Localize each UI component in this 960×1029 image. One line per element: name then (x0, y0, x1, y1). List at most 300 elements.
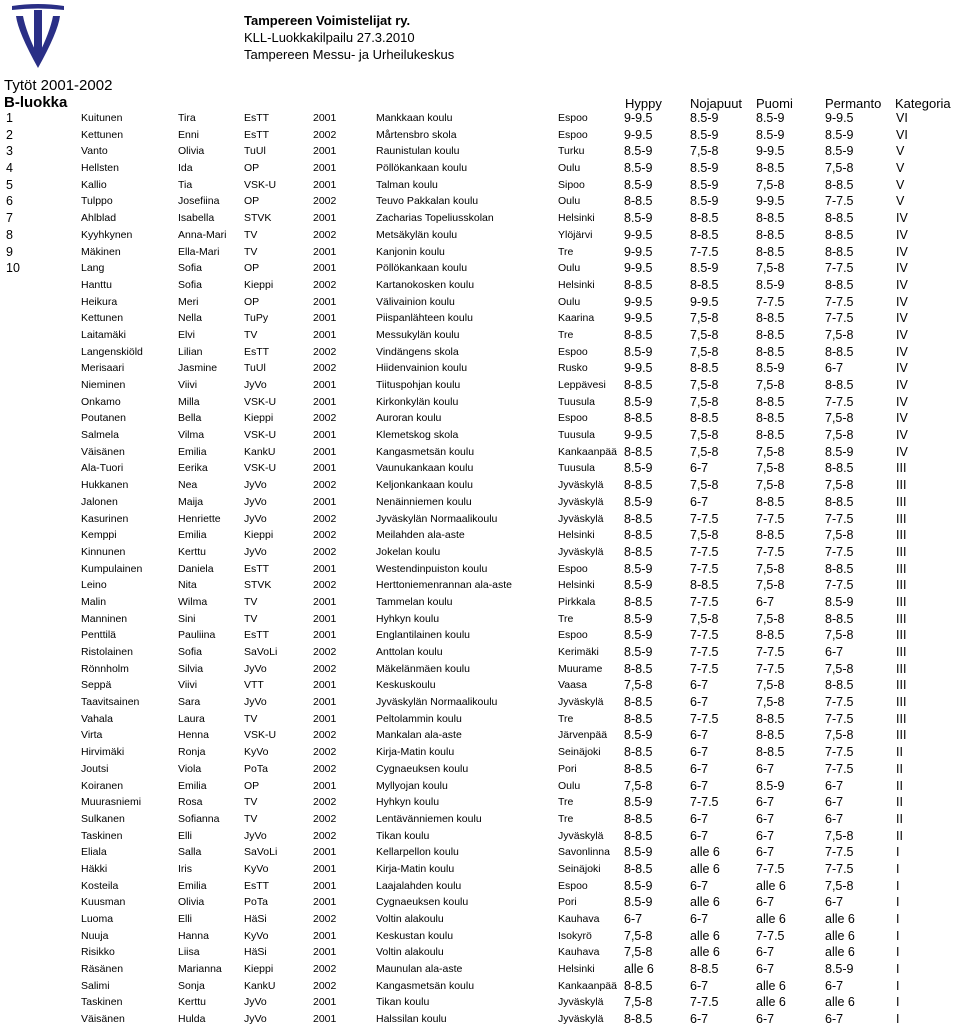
nojapuut-score-cell: 6-7 (690, 494, 709, 509)
school-cell: Hyhkyn koulu (376, 796, 440, 809)
birth-year-cell: 2001 (313, 946, 337, 959)
table-row (0, 310, 960, 327)
first-name-cell: Nea (178, 479, 198, 492)
puomi-score-cell: 6-7 (756, 845, 775, 860)
hyppy-score-cell: 7,5-8 (624, 928, 653, 943)
birth-year-cell: 2001 (313, 262, 337, 275)
hyppy-score-cell: 8.5-9 (624, 394, 653, 409)
last-name-cell: Hellsten (81, 162, 119, 175)
table-row (0, 994, 960, 1011)
puomi-score-cell: 8-8.5 (756, 428, 785, 443)
city-cell: Pirkkala (558, 595, 596, 608)
table-row (0, 961, 960, 978)
permanto-score-cell: 7-7.5 (825, 745, 854, 760)
hyppy-score-cell: 7,5-8 (624, 778, 653, 793)
club-cell: STVK (244, 212, 272, 225)
city-cell: Oulu (558, 162, 581, 175)
table-row (0, 460, 960, 477)
city-cell: Pori (558, 896, 577, 909)
first-name-cell: Anna-Mari (178, 228, 227, 241)
school-cell: Peltolammin koulu (376, 712, 462, 725)
event-name: KLL-Luokkakilpailu 27.3.2010 (244, 30, 415, 45)
table-row (0, 894, 960, 911)
birth-year-cell: 2001 (313, 562, 337, 575)
last-name-cell: Penttilä (81, 629, 117, 642)
permanto-score-cell: 7-7.5 (825, 394, 854, 409)
puomi-score-cell: 9-9.5 (756, 194, 785, 209)
school-cell: Kirkonkylän koulu (376, 395, 459, 408)
nojapuut-score-cell: 8-8.5 (690, 578, 719, 593)
puomi-score-cell: 7-7.5 (756, 294, 785, 309)
birth-year-cell: 2002 (313, 345, 337, 358)
permanto-score-cell: 7-7.5 (825, 578, 854, 593)
club-cell: JyVo (244, 1013, 267, 1026)
school-cell: Pöllökankaan koulu (376, 262, 468, 275)
birth-year-cell: 2001 (313, 145, 337, 158)
hyppy-score-cell: 8-8.5 (624, 695, 653, 710)
category-cell: III (896, 561, 907, 576)
school-cell: Kartanokosken koulu (376, 278, 475, 291)
city-cell: Tre (558, 796, 574, 809)
city-cell: Espoo (558, 345, 588, 358)
permanto-score-cell: 7,5-8 (825, 878, 854, 893)
puomi-score-cell: 8-8.5 (756, 728, 785, 743)
col-header-permanto: Permanto (825, 96, 882, 111)
puomi-score-cell: 8-8.5 (756, 494, 785, 509)
category-cell: I (896, 861, 900, 876)
nojapuut-score-cell: 8-8.5 (690, 962, 719, 977)
permanto-score-cell: 6-7 (825, 361, 844, 376)
birth-year-cell: 2002 (313, 662, 337, 675)
school-cell: Kangasmetsän koulu (376, 445, 475, 458)
hyppy-score-cell: 8-8.5 (624, 978, 653, 993)
club-cell: TV (244, 245, 258, 258)
table-row (0, 627, 960, 644)
city-cell: Jyväskylä (558, 495, 604, 508)
club-cell: HäSi (244, 946, 267, 959)
first-name-cell: Bella (178, 412, 202, 425)
puomi-score-cell: 8.5-9 (756, 127, 785, 142)
nojapuut-score-cell: 7-7.5 (690, 628, 719, 643)
category-cell: II (896, 795, 903, 810)
puomi-score-cell: 8-8.5 (756, 528, 785, 543)
puomi-score-cell: 8.5-9 (756, 111, 785, 125)
category-cell: IV (896, 244, 908, 259)
category-cell: I (896, 912, 900, 926)
last-name-cell: Kyyhkynen (81, 228, 133, 241)
birth-year-cell: 2001 (313, 896, 337, 909)
puomi-score-cell: 7,5-8 (756, 478, 785, 493)
school-cell: Messukylän koulu (376, 328, 460, 341)
club-cell: JyVo (244, 696, 267, 709)
category-cell: I (896, 995, 900, 1010)
puomi-score-cell: 7-7.5 (756, 511, 785, 526)
hyppy-score-cell: 8.5-9 (624, 878, 653, 893)
permanto-score-cell: 6-7 (825, 895, 844, 910)
hyppy-score-cell: 8-8.5 (624, 861, 653, 876)
category-cell: IV (896, 211, 908, 226)
first-name-cell: Emilia (178, 529, 207, 542)
birth-year-cell: 2002 (313, 913, 337, 925)
school-cell: Jyväskylän Normaalikoulu (376, 696, 498, 709)
club-cell: TV (244, 796, 258, 809)
nojapuut-score-cell: 6-7 (690, 678, 709, 693)
hyppy-score-cell: 8-8.5 (624, 327, 653, 342)
rank-cell: 2 (6, 127, 13, 142)
permanto-score-cell: 6-7 (825, 778, 844, 793)
permanto-score-cell: 8-8.5 (825, 678, 854, 693)
club-cell: PoTa (244, 896, 268, 909)
nojapuut-score-cell: alle 6 (690, 861, 720, 876)
last-name-cell: Poutanen (81, 412, 126, 425)
first-name-cell: Josefiina (178, 195, 220, 208)
first-name-cell: Meri (178, 295, 199, 308)
permanto-score-cell: 6-7 (825, 645, 844, 659)
nojapuut-score-cell: alle 6 (690, 895, 720, 910)
rank-cell: 10 (6, 261, 20, 276)
first-name-cell: Henna (178, 729, 209, 742)
puomi-score-cell: 8.5-9 (756, 277, 785, 292)
last-name-cell: Kuusman (81, 896, 126, 909)
city-cell: Espoo (558, 112, 588, 124)
last-name-cell: Jalonen (81, 495, 118, 508)
club-cell: TV (244, 328, 258, 341)
nojapuut-score-cell: 7,5-8 (690, 311, 719, 326)
permanto-score-cell: 7,5-8 (825, 161, 854, 176)
school-cell: Keskuskoulu (376, 679, 436, 692)
first-name-cell: Jasmine (178, 362, 218, 375)
category-cell: III (896, 661, 907, 676)
first-name-cell: Viivi (178, 679, 198, 692)
hyppy-score-cell: 8.5-9 (624, 895, 653, 910)
permanto-score-cell: 6-7 (825, 978, 844, 993)
table-row (0, 944, 960, 961)
first-name-cell: Emilia (178, 879, 207, 892)
birth-year-cell: 2001 (313, 379, 337, 391)
hyppy-score-cell: 8-8.5 (624, 594, 653, 609)
school-cell: Tammelan koulu (376, 595, 453, 608)
city-cell: Kerimäki (558, 646, 599, 658)
permanto-score-cell: 8.5-9 (825, 444, 854, 459)
last-name-cell: Hukkanen (81, 479, 129, 492)
nojapuut-score-cell: alle 6 (690, 845, 720, 860)
first-name-cell: Nita (178, 579, 197, 592)
table-row (0, 727, 960, 744)
city-cell: Oulu (558, 295, 581, 308)
permanto-score-cell: 7,5-8 (825, 828, 854, 843)
club-cell: HäSi (244, 913, 267, 925)
puomi-score-cell: 8.5-9 (756, 361, 785, 376)
puomi-score-cell: alle 6 (756, 878, 786, 893)
city-cell: Pori (558, 762, 577, 775)
city-cell: Espoo (558, 629, 588, 642)
category-cell: II (896, 761, 903, 776)
category-cell: I (896, 962, 900, 977)
permanto-score-cell: 7-7.5 (825, 294, 854, 309)
hyppy-score-cell: 8.5-9 (624, 728, 653, 743)
club-cell: KankU (244, 445, 276, 458)
col-header-nojapuut: Nojapuut (690, 96, 743, 111)
hyppy-score-cell: 8.5-9 (624, 645, 653, 659)
first-name-cell: Kerttu (178, 996, 207, 1009)
city-cell: Kankaanpää (558, 445, 617, 458)
first-name-cell: Emilia (178, 779, 207, 792)
last-name-cell: Kallio (81, 178, 107, 191)
table-row (0, 177, 960, 194)
table-row (0, 594, 960, 611)
birth-year-cell: 2001 (313, 395, 337, 408)
table-row (0, 127, 960, 144)
puomi-score-cell: 8-8.5 (756, 327, 785, 342)
permanto-score-cell: 7,5-8 (825, 728, 854, 743)
table-row (0, 360, 960, 377)
city-cell: Kauhava (558, 913, 600, 925)
school-cell: Cygnaeuksen koulu (376, 762, 469, 775)
table-row (0, 761, 960, 778)
table-row (0, 878, 960, 895)
club-cell: TV (244, 712, 258, 725)
city-cell: Kauhava (558, 946, 600, 959)
nojapuut-score-cell: 7,5-8 (690, 611, 719, 626)
city-cell: Tre (558, 612, 574, 625)
puomi-score-cell: 7,5-8 (756, 444, 785, 459)
club-cell: Kieppi (244, 963, 274, 976)
club-cell: TV (244, 228, 258, 241)
club-cell: Kieppi (244, 529, 274, 542)
last-name-cell: Heikura (81, 295, 118, 308)
city-cell: Tre (558, 812, 574, 825)
birth-year-cell: 2001 (313, 862, 337, 875)
hyppy-score-cell: 9-9.5 (624, 227, 653, 242)
table-row (0, 561, 960, 578)
school-cell: Lentävänniemen koulu (376, 812, 482, 825)
first-name-cell: Silvia (178, 662, 204, 675)
puomi-score-cell: 8-8.5 (756, 711, 785, 726)
hyppy-score-cell: 8-8.5 (624, 745, 653, 760)
puomi-score-cell: 7,5-8 (756, 378, 785, 392)
first-name-cell: Sara (178, 696, 201, 709)
birth-year-cell: 2001 (313, 629, 337, 642)
last-name-cell: Hirvimäki (81, 746, 125, 759)
club-cell: TV (244, 612, 258, 625)
hyppy-score-cell: 8-8.5 (624, 194, 653, 209)
permanto-score-cell: alle 6 (825, 928, 855, 943)
city-cell: Kaarina (558, 312, 595, 325)
birth-year-cell: 2002 (313, 646, 337, 658)
nojapuut-score-cell: 6-7 (690, 695, 709, 710)
first-name-cell: Elli (178, 913, 193, 925)
permanto-score-cell: 8.5-9 (825, 144, 854, 159)
category-cell: I (896, 1012, 900, 1027)
birth-year-cell: 2001 (313, 595, 337, 608)
hyppy-score-cell: 8.5-9 (624, 795, 653, 810)
rank-cell: 4 (6, 161, 13, 176)
birth-year-cell: 2002 (313, 512, 337, 525)
table-row (0, 928, 960, 945)
hyppy-score-cell: 9-9.5 (624, 311, 653, 326)
school-cell: Jyväskylän Normaalikoulu (376, 512, 498, 525)
table-row (0, 527, 960, 544)
club-cell: VSK-U (244, 729, 277, 742)
puomi-score-cell: 7,5-8 (756, 695, 785, 710)
last-name-cell: Malin (81, 595, 107, 608)
first-name-cell: Sofia (178, 278, 202, 291)
first-name-cell: Sofia (178, 262, 202, 275)
category-cell: III (896, 494, 907, 509)
first-name-cell: Pauliina (178, 629, 216, 642)
first-name-cell: Emilia (178, 445, 207, 458)
school-cell: Teuvo Pakkalan koulu (376, 195, 479, 208)
nojapuut-score-cell: 6-7 (690, 828, 709, 843)
puomi-score-cell: 7,5-8 (756, 678, 785, 693)
city-cell: Leppävesi (558, 379, 606, 391)
category-cell: V (896, 144, 905, 159)
first-name-cell: Hulda (178, 1013, 206, 1026)
puomi-score-cell: alle 6 (756, 978, 786, 993)
hyppy-score-cell: 8-8.5 (624, 528, 653, 543)
last-name-cell: Mäkinen (81, 245, 121, 258)
city-cell: Oulu (558, 195, 581, 208)
category-cell: III (896, 511, 907, 526)
first-name-cell: Laura (178, 712, 205, 725)
puomi-score-cell: 6-7 (756, 795, 775, 810)
school-cell: Meilahden ala-aste (376, 529, 465, 542)
category-cell: IV (896, 394, 908, 409)
nojapuut-score-cell: 6-7 (690, 745, 709, 760)
category-cell: III (896, 728, 907, 743)
permanto-score-cell: 7-7.5 (825, 711, 854, 726)
hyppy-score-cell: 8-8.5 (624, 828, 653, 843)
category-cell: III (896, 594, 907, 609)
table-row (0, 677, 960, 694)
permanto-score-cell: 7-7.5 (825, 695, 854, 710)
hyppy-score-cell: 8-8.5 (624, 411, 653, 426)
club-cell: OP (244, 195, 260, 208)
school-cell: Jokelan koulu (376, 545, 441, 558)
puomi-score-cell: 8-8.5 (756, 227, 785, 242)
school-cell: Myllyojan koulu (376, 779, 448, 792)
last-name-cell: Väisänen (81, 1013, 125, 1026)
city-cell: Tuusula (558, 395, 595, 408)
hyppy-score-cell: 8-8.5 (624, 1012, 653, 1027)
school-cell: Kirja-Matin koulu (376, 862, 455, 875)
last-name-cell: Langenskiöld (81, 345, 143, 358)
category-cell: IV (896, 227, 908, 242)
first-name-cell: Salla (178, 846, 202, 859)
permanto-score-cell: alle 6 (825, 912, 855, 926)
rank-cell: 7 (6, 211, 13, 226)
first-name-cell: Wilma (178, 595, 208, 608)
rank-cell: 8 (6, 227, 13, 242)
birth-year-cell: 2001 (313, 162, 337, 175)
permanto-score-cell: 7-7.5 (825, 845, 854, 860)
club-cell: TuPy (244, 312, 269, 325)
permanto-score-cell: 8.5-9 (825, 962, 854, 977)
city-cell: Oulu (558, 779, 581, 792)
last-name-cell: Häkki (81, 862, 108, 875)
hyppy-score-cell: 9-9.5 (624, 111, 653, 125)
birth-year-cell: 2002 (313, 829, 337, 842)
nojapuut-score-cell: 6-7 (690, 728, 709, 743)
category-cell: V (896, 161, 905, 176)
club-cell: EsTT (244, 629, 270, 642)
city-cell: Helsinki (558, 579, 595, 592)
category-cell: I (896, 928, 900, 943)
category-cell: IV (896, 294, 908, 309)
permanto-score-cell: 7-7.5 (825, 311, 854, 326)
city-cell: Muurame (558, 662, 603, 675)
school-cell: Laajalahden koulu (376, 879, 462, 892)
category-cell: IV (896, 378, 908, 392)
school-cell: Pöllökankaan koulu (376, 162, 468, 175)
puomi-score-cell: 7,5-8 (756, 561, 785, 576)
last-name-cell: Eliala (81, 846, 107, 859)
first-name-cell: Sofia (178, 646, 202, 658)
last-name-cell: Sulkanen (81, 812, 125, 825)
first-name-cell: Tira (178, 112, 196, 124)
hyppy-score-cell: 9-9.5 (624, 361, 653, 376)
first-name-cell: Hanna (178, 929, 209, 942)
hyppy-score-cell: 8.5-9 (624, 177, 653, 192)
city-cell: Rusko (558, 362, 588, 375)
last-name-cell: Väisänen (81, 445, 125, 458)
city-cell: Espoo (558, 412, 588, 425)
nojapuut-score-cell: 7-7.5 (690, 544, 719, 559)
category-cell: III (896, 678, 907, 693)
birth-year-cell: 2002 (313, 412, 337, 425)
last-name-cell: Salmela (81, 429, 119, 442)
birth-year-cell: 2001 (313, 712, 337, 725)
table-row (0, 861, 960, 878)
category-cell: IV (896, 411, 908, 426)
birth-year-cell: 2001 (313, 245, 337, 258)
category-cell: IV (896, 277, 908, 292)
birth-year-cell: 2001 (313, 462, 337, 475)
hyppy-score-cell: 8.5-9 (624, 611, 653, 626)
table-row (0, 494, 960, 511)
first-name-cell: Ronja (178, 746, 206, 759)
birth-year-cell: 2001 (313, 846, 337, 859)
city-cell: Oulu (558, 262, 581, 275)
category-cell: V (896, 177, 905, 192)
puomi-score-cell: 8-8.5 (756, 745, 785, 760)
nojapuut-score-cell: 6-7 (690, 912, 709, 926)
birth-year-cell: 2001 (313, 328, 337, 341)
city-cell: Jyväskylä (558, 696, 604, 709)
first-name-cell: Isabella (178, 212, 215, 225)
permanto-score-cell: 8-8.5 (825, 244, 854, 259)
nojapuut-score-cell: 7-7.5 (690, 995, 719, 1010)
last-name-cell: Nuuja (81, 929, 109, 942)
city-cell: Tuusula (558, 462, 595, 475)
birth-year-cell: 2001 (313, 929, 337, 942)
nojapuut-score-cell: 7,5-8 (690, 144, 719, 159)
hyppy-score-cell: 8.5-9 (624, 461, 653, 476)
puomi-score-cell: alle 6 (756, 912, 786, 926)
results-table (0, 110, 960, 1028)
school-cell: Mankalan ala-aste (376, 729, 462, 742)
rank-cell: 9 (6, 244, 13, 259)
school-cell: Vaunukankaan koulu (376, 462, 474, 475)
category-cell: V (896, 194, 905, 209)
last-name-cell: Salimi (81, 979, 110, 992)
table-row (0, 327, 960, 344)
nojapuut-score-cell: 7-7.5 (690, 594, 719, 609)
school-cell: Piispanlähteen koulu (376, 312, 473, 325)
last-name-cell: Leino (81, 579, 107, 592)
birth-year-cell: 2001 (313, 495, 337, 508)
first-name-cell: Sini (178, 612, 196, 625)
